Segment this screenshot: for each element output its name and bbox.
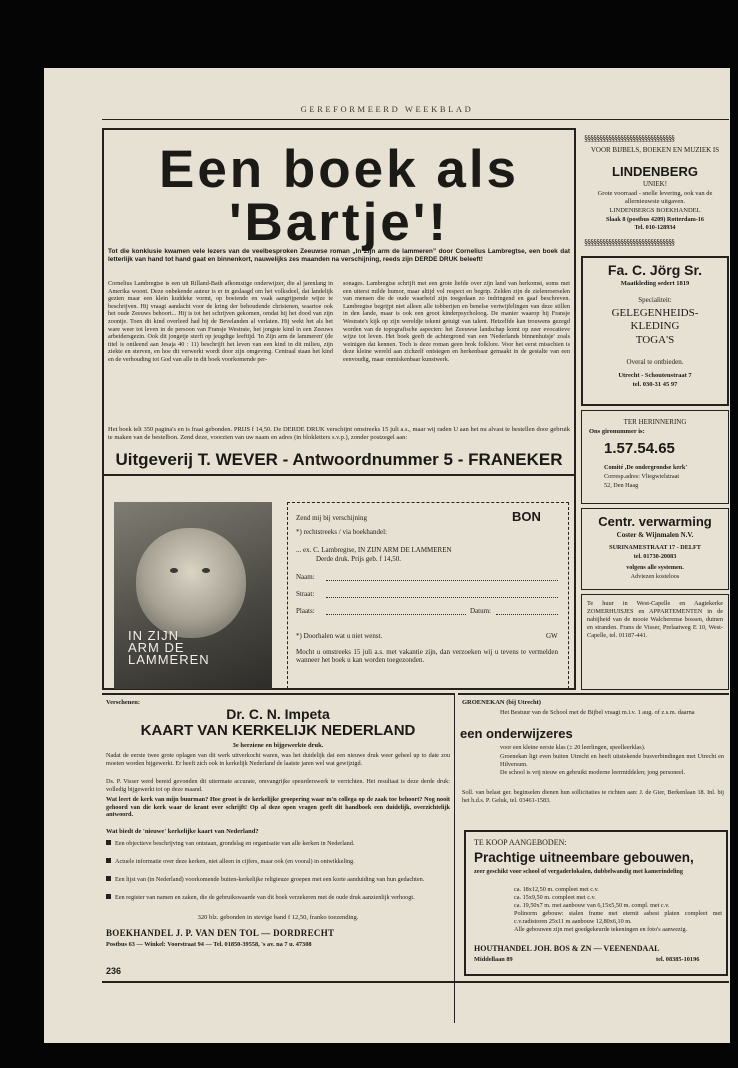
coupon-naam-label: Naam:: [296, 573, 315, 581]
koop-title: Prachtige uitneembare gebouwen,: [474, 850, 694, 865]
impeta-bullet-1: Een objectieve beschrijving van ontstaan, grondslag en organisatie van alle kerken in Nederland.: [106, 840, 450, 848]
jorg-line-4: KLEDING: [630, 320, 680, 332]
coupon-line-1: Zend mij bij verschijning: [296, 514, 367, 522]
jorg-line-6: Overal te ontbieden.: [626, 358, 684, 366]
bartje-intro: Tot die konklusie kwamen vele lezers van de veelbesproken Zeeuwse roman „In Zijn arm de lammeren” door Cornelius Lambregtse, een boek dat letterlijk van hand tot hand gaat en binnenkort, nauwelijks zes maanden na verschijning, reeds zijn DERDE DRUK beleeft!: [108, 248, 570, 263]
ornament-border: §§§§§§§§§§§§§§§§§§§§§§§§§§§§§§: [584, 238, 674, 247]
lindenberg-name: LINDENBERG: [612, 164, 698, 179]
publisher-rule: [102, 474, 576, 476]
impeta-paragraph-3: Wat leert de kerk van mijn buurman? Hoe groot is de kerkelijke groepering waar m'n collega op de zaak toe behoort? Nog nooit gehoord van die kerk waar de krant over schrijft! Op al deze open vragen geeft dit handboek een duidelijk, overzichtelijk antwoord.: [106, 796, 450, 819]
publisher-line: Uitgeverij T. WEVER - Antwoordnummer 5 - FRANEKER: [115, 450, 563, 469]
newspaper-page: [44, 68, 730, 1043]
koop-address: Middellaan 89: [474, 956, 513, 963]
jorg-line-2: Specialiteit:: [638, 296, 672, 304]
onderwijzer-place: GROENEKAN (bij Utrecht): [462, 699, 541, 706]
verwarming-line-3: tel. 01730-20083: [633, 553, 677, 560]
coupon-straat-label: Straat:: [296, 590, 315, 598]
coupon-bon: BON: [512, 509, 541, 524]
coupon-datum-label: Datum:: [470, 607, 491, 615]
lindenberg-uniek: UNIEK!: [642, 180, 668, 188]
herinnering-line-2: Ons gironummer is:: [589, 428, 645, 435]
koop-line-3: ca. 19,50x7 m. met aanbouw van 6,15x5,50 m. compl. met c.v.: [514, 902, 670, 909]
jorg-line-1: Maatkleding sedert 1819: [620, 280, 690, 287]
onderwijzer-line-1: Het Bestuur van de School met de Bijbel vraagt m.i.v. 1 aug. of z.s.m. daarna: [500, 709, 695, 716]
koop-line-5: Alle gebouwen zijn met goedgekeurde tekeningen en foto's aanwezig.: [514, 926, 688, 933]
coupon-note: *) Doorhalen wat u niet wenst.: [296, 632, 383, 640]
impeta-question: Wat biedt de 'nieuwe' kerkelijke kaart van Nederland?: [106, 828, 259, 835]
masthead-rule: [102, 119, 729, 120]
koop-line-2: ca. 15x9,50 m. compleet met c.v.: [514, 894, 596, 901]
jorg-name: Fa. C. Jörg Sr.: [607, 262, 703, 278]
verwarming-line-2: SURINAMESTRAAT 17 - DELFT: [609, 544, 701, 551]
onderwijzer-line-4: De school is vrij nieuw en gebruikt moderne leermiddelen; jong personeel.: [500, 769, 686, 776]
footer-rule: [102, 981, 729, 983]
column-divider: [454, 693, 455, 1023]
coupon-plaats-label: Plaats:: [296, 607, 315, 615]
onderwijzer-line-3: Groenekan ligt even buiten Utrecht en heeft uitstekende busverbindingen met Utrecht en Hilversum.: [500, 753, 724, 768]
impeta-bullet-3: Een lijst van (in Nederland) voorkomende buiten-kerkelijke religieuze groepen met een korte aanduiding van hun gedachten.: [106, 876, 450, 884]
koop-line-4: Polinorm gebouw: stalen frame met eternit asbest platen compleet met c.v.radistoren 25x11 m aanbouw 12,80x6,10 m.: [514, 910, 722, 925]
plaats-field[interactable]: [326, 614, 466, 615]
impeta-paragraph-2: Ds. P. Visser werd bereid gevonden dit uitermate accurate, omvangrijke speurderswerk te verrichten. Het resultaat is deze derde druk: volledig bijgewerkt tot op deze maand.: [106, 778, 450, 793]
gironummer: 1.57.54.65: [604, 440, 675, 457]
naam-field[interactable]: [326, 580, 558, 581]
onderwijzer-top-rule: [458, 693, 729, 695]
jorg-line-7: Utrecht - Schoutenstraat 7: [618, 372, 692, 379]
onderwijzer-line-5: Soll. van belast ger. beginselen dienen hun sollicitaties te richten aan: J. de Gier, Berkenlaan 18. Inl. bij het h.d.s. P. Geluk, tel. 03461-1583.: [462, 789, 724, 804]
jorg-line-5: TOGA'S: [635, 334, 675, 346]
coupon-gw: GW: [546, 632, 558, 640]
herinnering-line-3: Comité ,De ondergrondse kerk': [604, 464, 688, 471]
herinnering-line-1: TER HERINNERING: [623, 418, 687, 426]
masthead: GEREFORMEERD WEEKBLAD: [300, 104, 474, 114]
koop-line-1: ca. 18x12,50 m. compleet met c.v.: [514, 886, 599, 893]
coupon-line-3: ... ex. C. Lambregtse, IN ZIJN ARM DE LAMMEREN: [296, 546, 452, 554]
bartje-column-2: sonages. Lambregtse schrijft met een grote liefde over zijn land van herkomst, soms met een uiterst milde humor, maar altijd vol respect en begrip. Zelden zijn de zielenroerselen van mensen die de oude waarheid zijn toegedaan zo indringend en gaaf beschreven. Lambregtse begrijpt niet alleen alle tobberijen en benelse vertwijfelingen van deze stillen in den lande, maar is ook een groot kinderpsycholoog. De manier waarop hij Fransje Westrate's kijk op zijn wereldje tekent getuigt van talent. Hetzelfde kan trouwens gezegd worden van de topografische aspecten: het Zeeuwse landschap komt op zeer evocatieve wijze tot leven. Het boek geeft de achtergrond van een 'Nederlands binnenhuisje' zoals weinigen dat kennen. Toch is deze roman geen brok folklore. Voor het eerst misschien is deze kleine wereld aan zichzelf ontstegen en herkenbaar gemaakt in de gestalte van een eenvoudig, maar onmiskenbaar kunstwerk.: [343, 280, 570, 363]
ornament-border: §§§§§§§§§§§§§§§§§§§§§§§§§§§§§§: [584, 134, 674, 143]
impeta-bullet-2: Actuele informatie over deze kerken, niet alleen in cijfers, maar ook (en vooral) in ontwikkeling.: [106, 858, 450, 866]
herinnering-line-4: Corresp.adres: Vliegwielstraat: [604, 473, 680, 480]
impeta-boekhandel: BOEKHANDEL J. P. VAN DEN TOL — DORDRECHT: [106, 928, 335, 938]
koop-header: TE KOOP AANGEBODEN:: [474, 838, 567, 847]
page-number: 236: [106, 966, 122, 976]
lindenberg-line-4: Slaak 8 (postbus 4209) Rotterdam-16: [606, 216, 704, 223]
bartje-price-text: Het boek telt 350 pagina's en is fraai gebonden. PRIJS f 14,50. De DERDE DRUK verschijnt omstreeks 15 juli a.s., maar wij raden U aan het nu alvast te bestellen door gebruik te maken van de bestelbon. Zend deze, voorzien van uw naam en adres (in blokletters s.v.p.), zonder postzegel aan:: [108, 426, 570, 441]
book-cover-title: IN ZIJN ARM DE LAMMEREN: [128, 628, 210, 667]
verwarming-line-4: volgens alle systemen.: [626, 564, 684, 571]
lindenberg-line-1: VOOR BIJBELS, BOEKEN EN MUZIEK IS: [590, 146, 720, 154]
impeta-address: Postbus 63 — Winkel: Voorstraat 94 — Tel. 01850-39558, 's av. na 7 u. 47308: [106, 941, 312, 948]
verwarming-title: Centr. verwarming: [598, 514, 712, 529]
lindenberg-line-3: LINDENBERGS BOEKHANDEL: [609, 207, 701, 214]
verwarming-line-5: Adviezen kosteloos: [630, 573, 680, 580]
bartje-column-1: Cornelius Lambregtse is een uit Rilland-Bath afkomstige onderwijzer, die al jarenlang in Amerika woont. Deze onbekende auteur is er in geslaagd om het volksdeel, dat landelijk gezien maar een klein kuddeke vormt, op boeiende en vaak aangrijpende wijze te beschrijven. Hij vraagt aandacht voor de kring der behoudende christenen, waartoe ook het oude Zeeuws behoort... Hij is tot het schrijven gekomen, omdat hij het dood van zijn zoontje. Toen dit kind overleed had hij de Bevelanden al verlaten. Hij wekt het als het ware weer tot leven in de persoon van Fransje Westrate, het jongste kind in een Zeeuws arbeidersgezin. Ook dit jongetje sterft op jeugdige leeftijd. 'In Zijn arm de lammeren' (de titel is ontleend aan Jesaja 40 : 11) beschrijft het leven van een kind in dit milieu, zijn ziekte en sterven, en hoe dit verwerkt wordt door zijn omgeving. Centraal staan het kind en de verhouding tot God van alle in dit boek voorkomende per-: [108, 280, 333, 363]
impeta-paragraph-1: Nadat de eerste twee grote oplagen van dit werk uitverkocht waren, was het duidelijk dat een nieuwe druk weer geheel up to date zou moeten worden bijgewerkt. Er heeft zich ook in kerkelijk Nederland de laatste jaren wel wat gewijzigd.: [106, 752, 450, 767]
child-portrait: [136, 528, 246, 638]
koop-company: HOUTHANDEL JOH. BOS & ZN — VEENENDAAL: [474, 944, 660, 953]
coupon-line-4: Derde druk. Prijs geb. f 14,50.: [316, 555, 401, 563]
verwarming-line-1: Coster & Wijnmalen N.V.: [616, 531, 694, 539]
koop-tel: tel. 08385-10196: [656, 956, 700, 963]
coupon-line-2: *) rechtstreeks / via boekhandel:: [296, 528, 387, 536]
datum-field[interactable]: [496, 614, 558, 615]
lindenberg-line-2: Grote voorraad - snelle levering, ook van de allernieuwste uitgaven.: [597, 190, 713, 205]
koop-subtitle: zeer geschikt voor school of vergaderlokalen, dubbelwandig met kamerindeling: [474, 868, 683, 875]
jorg-line-3: GELEGENHEIDS-: [611, 307, 699, 319]
bartje-headline: Een boek als 'Bartje'!: [158, 140, 520, 252]
impeta-top-rule: [102, 693, 454, 695]
jorg-line-8: tel. 030-31 45 97: [632, 381, 678, 388]
lindenberg-line-5: Tel. 010-128934: [634, 224, 676, 231]
herinnering-line-5: 52, Den Haag: [604, 482, 639, 489]
impeta-price: 320 blz. gebonden in stevige band f 12,50, franko toezending.: [197, 914, 359, 921]
coupon-footer: Mocht u omstreeks 15 juli a.s. met vakantie zijn, dan verzoeken wij u tevens te vermelden wanneer het boek u kan worden toegezonden.: [296, 648, 558, 664]
book-cover-image: [114, 502, 272, 689]
onderwijzer-title: een onderwijzeres: [460, 726, 573, 741]
impeta-verschenen: Verschenen:: [106, 699, 141, 706]
huur-text: Te huur in West-Capelle en Aagtekerke ZOMERHUISJES en APPARTEMENTEN in de nabijheid van de mooie Walcherense bossen, duinen en stranden. Frans de Visser, Prelaatweg E 10, West-Capelle, tel. 01187-441.: [587, 600, 723, 639]
impeta-edition: 3e herziene en bijgewerkte druk.: [232, 742, 324, 749]
onderwijzer-line-2: voor een kleine eerste klas (± 20 leerlingen, speelleerklas).: [500, 744, 646, 751]
impeta-title: KAART VAN KERKELIJK NEDERLAND: [140, 722, 416, 739]
impeta-bullet-4: Een register van namen en zaken, die de gebruikswaarde van dit boek verzekeren met de oude druk aanzienlijk verhoogt.: [106, 894, 450, 902]
impeta-author: Dr. C. N. Impeta: [226, 706, 330, 722]
straat-field[interactable]: [326, 597, 558, 598]
